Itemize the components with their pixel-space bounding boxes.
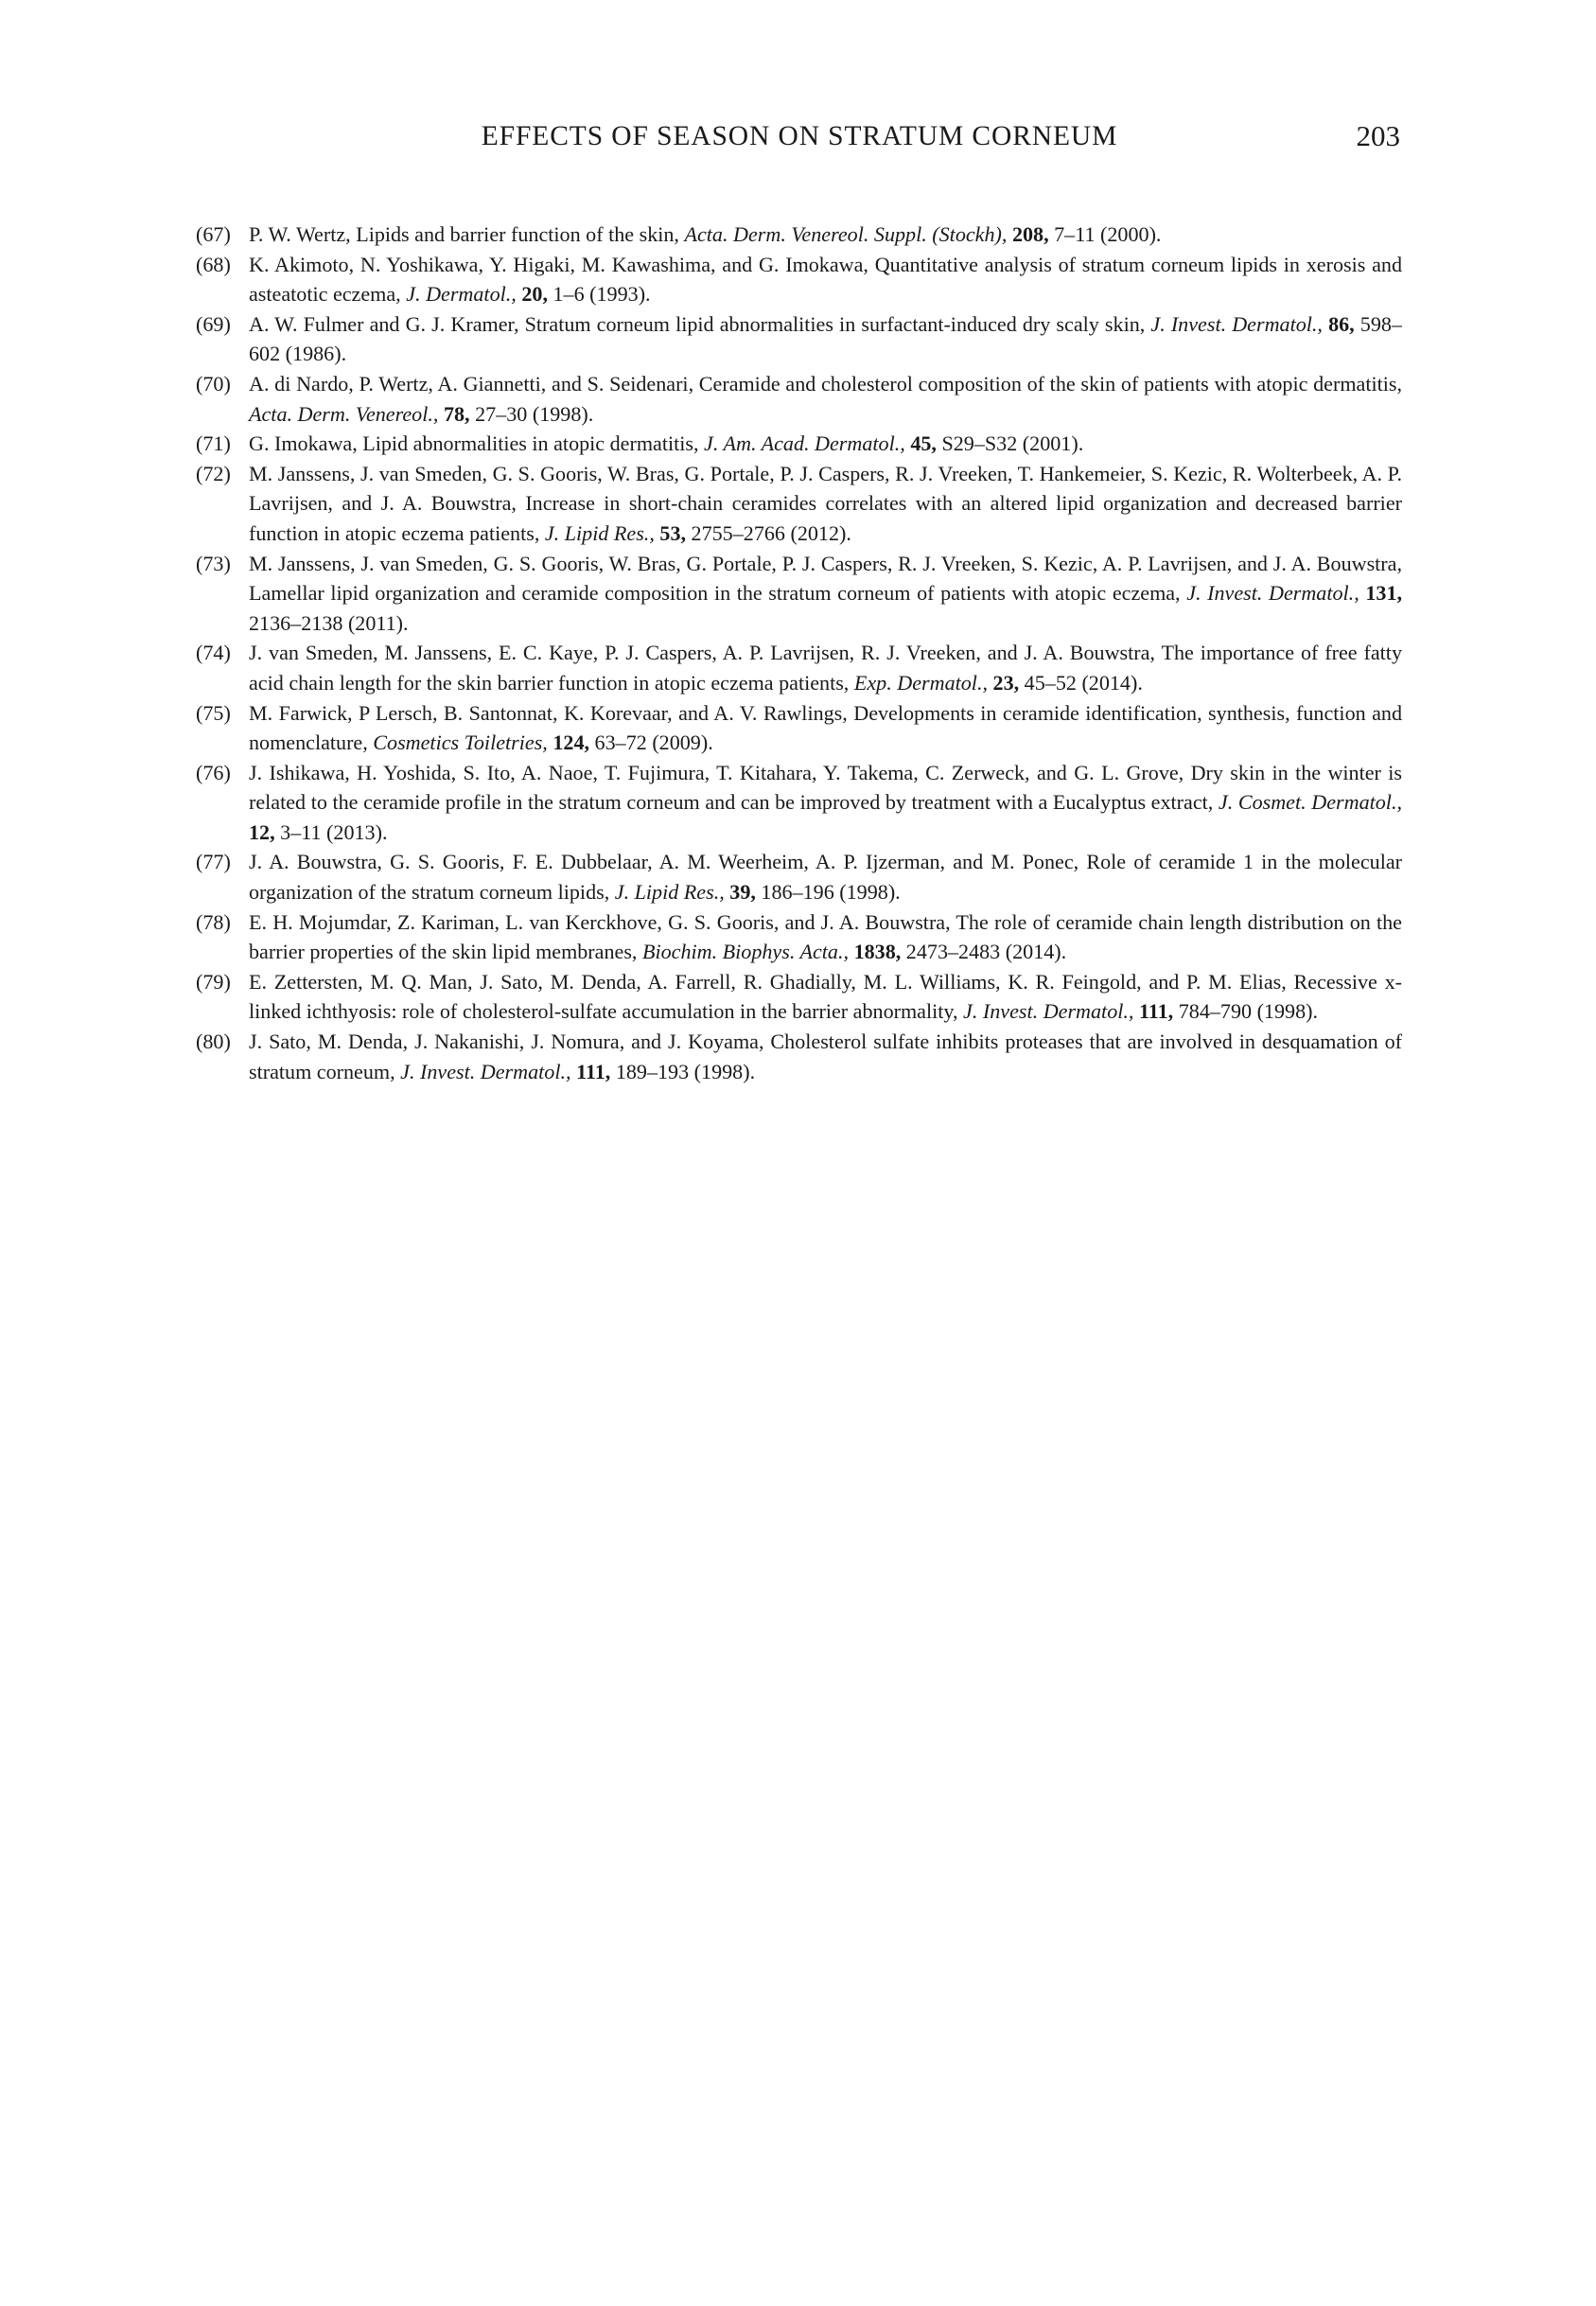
reference-entry <box>196 967 1402 1027</box>
reference-number: (68) <box>196 252 231 276</box>
reference-number: (76) <box>196 760 231 784</box>
reference-entry <box>196 907 1402 967</box>
reference-text: J. van Smeden, M. Janssens, E. C. Kaye, P. J. Caspers, A. P. Lavrijsen, R. J. Vreeken, and J. A. Bouwstra, The importance of free fatty acid chain length for the skin barrier function in atopic eczema patients, Exp. Dermatol., 23, 45–52 (2014). <box>249 641 1402 695</box>
reference-entry <box>196 250 1402 309</box>
reference-number: (79) <box>196 969 231 994</box>
reference-number: (72) <box>196 461 231 485</box>
reference-entry <box>196 638 1402 697</box>
reference-entry <box>196 847 1402 907</box>
reference-number: (70) <box>196 371 231 396</box>
reference-text: K. Akimoto, N. Yoshikawa, Y. Higaki, M. Kawashima, and G. Imokawa, Quantitative analysis of stratum corneum lipids in xerosis and asteatotic eczema, J. Dermatol., 20, 1–6 (1993). <box>249 252 1402 307</box>
page-number: 203 <box>1356 119 1400 152</box>
reference-number: (73) <box>196 551 231 575</box>
reference-entry <box>196 220 1402 250</box>
reference-text: G. Imokawa, Lipid abnormalities in atopic dermatitis, J. Am. Acad. Dermatol., 45, S29–S32 (2001). <box>249 431 1084 456</box>
reference-list <box>196 220 1402 1086</box>
reference-text: A. di Nardo, P. Wertz, A. Giannetti, and S. Seidenari, Ceramide and cholesterol composition of the skin of patients with atopic dermatitis, Acta. Derm. Venereol., 78, 27–30 (1998). <box>249 371 1402 426</box>
reference-entry <box>196 429 1402 459</box>
reference-text: M. Janssens, J. van Smeden, G. S. Gooris, W. Bras, G. Portale, P. J. Caspers, R. J. Vreeken, T. Hankemeier, S. Kezic, R. Wolterbeek, A. P. Lavrijsen, and J. A. Bouwstra, Increase in short-chain ceramides correlates with an altered lipid organization and decreased barrier function in atopic eczema patients, J. Lipid Res., 53, 2755–2766 (2012). <box>249 461 1402 545</box>
reference-text: E. Zettersten, M. Q. Man, J. Sato, M. Denda, A. Farrell, R. Ghadially, M. L. Williams, K. R. Feingold, and P. M. Elias, Recessive x-linked ichthyosis: role of cholesterol-sulfate accumulation in the barrier abnormality, J. Invest. Dermatol., 111, 784–790 (1998). <box>249 969 1402 1024</box>
reference-number: (74) <box>196 641 231 665</box>
reference-entry <box>196 369 1402 429</box>
reference-number: (67) <box>196 222 231 246</box>
reference-entry <box>196 758 1402 848</box>
reference-entry <box>196 309 1402 369</box>
reference-entry <box>196 1027 1402 1086</box>
reference-number: (80) <box>196 1030 231 1054</box>
reference-number: (75) <box>196 700 231 725</box>
reference-text: E. H. Mojumdar, Z. Kariman, L. van Kerckhove, G. S. Gooris, and J. A. Bouwstra, The role of ceramide chain length distribution on the barrier properties of the skin lipid membranes, Biochim. Biophys. Acta., 1838, 2473–2483 (2014). <box>249 909 1402 964</box>
reference-entry <box>196 549 1402 639</box>
reference-text: M. Janssens, J. van Smeden, G. S. Gooris, W. Bras, G. Portale, P. J. Caspers, R. J. Vreeken, S. Kezic, A. P. Lavrijsen, and J. A. Bouwstra, Lamellar lipid organization and ceramide composition in the stratum corneum of patients with atopic eczema, J. Invest. Dermatol., 131, 2136–2138 (2011). <box>249 551 1403 635</box>
reference-text: J. A. Bouwstra, G. S. Gooris, F. E. Dubbelaar, A. M. Weerheim, A. P. Ijzerman, and M. Ponec, Role of ceramide 1 in the molecular organization of the stratum corneum lipids, J. Lipid Res., 39, 186–196 (1998). <box>249 850 1402 905</box>
reference-text: M. Farwick, P Lersch, B. Santonnat, K. Korevaar, and A. V. Rawlings, Developments in ceramide identification, synthesis, function and nomenclature, Cosmetics Toiletries, 124, 63–72 (2009). <box>249 700 1402 755</box>
running-head <box>199 121 1400 152</box>
reference-number: (69) <box>196 311 231 336</box>
reference-text: J. Ishikawa, H. Yoshida, S. Ito, A. Naoe, T. Fujimura, T. Kitahara, Y. Takema, C. Zerweck, and G. L. Grove, Dry skin in the winter is related to the ceramide profile in the stratum corneum and can be improved by treatment with a Eucalyptus extract, J. Cosmet. Dermatol., 12, 3–11 (2013). <box>249 760 1402 844</box>
reference-entry <box>196 698 1402 758</box>
reference-entry <box>196 459 1402 549</box>
reference-number: (71) <box>196 431 231 456</box>
reference-number: (78) <box>196 909 231 934</box>
reference-number: (77) <box>196 850 231 874</box>
reference-text: A. W. Fulmer and G. J. Kramer, Stratum corneum lipid abnormalities in surfactant-induced dry scaly skin, J. Invest. Dermatol., 86, 598–602 (1986). <box>249 311 1402 366</box>
reference-text: J. Sato, M. Denda, J. Nakanishi, J. Nomura, and J. Koyama, Cholesterol sulfate inhibits proteases that are involved in desquamation of stratum corneum, J. Invest. Dermatol., 111, 189–193 (1998). <box>249 1030 1402 1083</box>
running-head-title: EFFECTS OF SEASON ON STRATUM CORNEUM <box>481 121 1118 151</box>
reference-text: P. W. Wertz, Lipids and barrier function of the skin, Acta. Derm. Venereol. Suppl. (Stockh), 208, 7–11 (2000). <box>249 222 1162 246</box>
